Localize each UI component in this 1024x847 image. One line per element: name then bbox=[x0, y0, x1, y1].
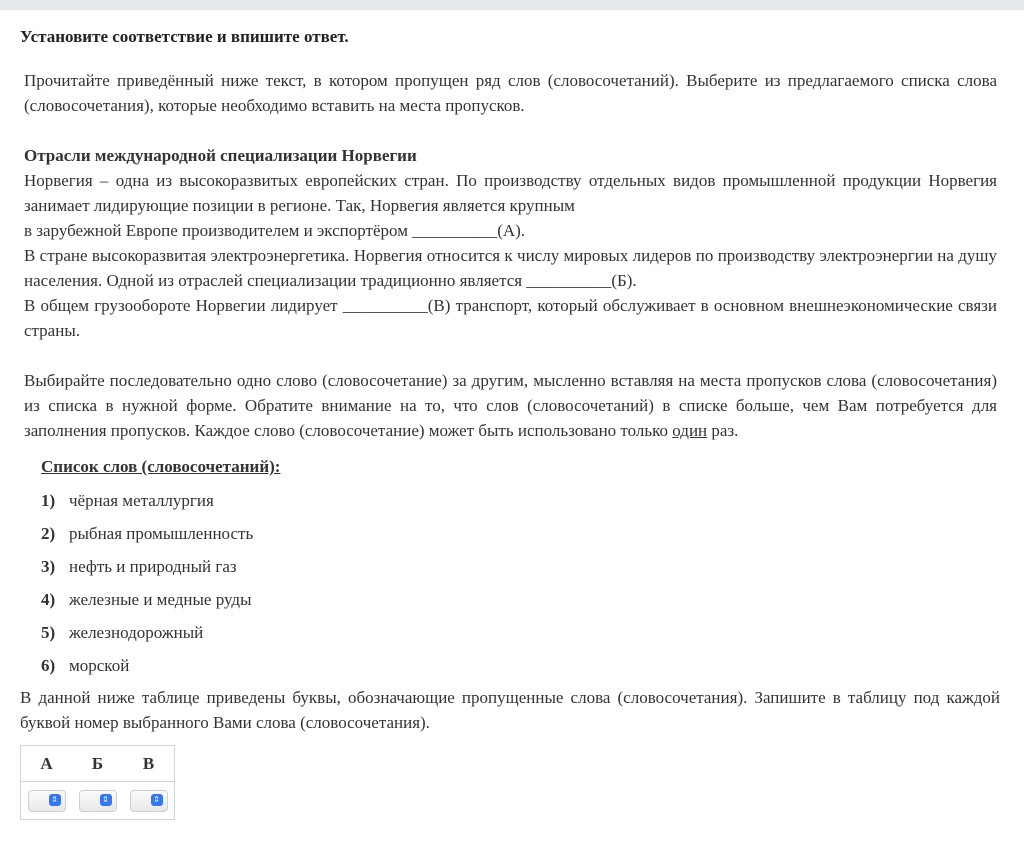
list-item bbox=[41, 545, 280, 578]
table-instructions: В данной ниже таблице приведены буквы, обозначающие пропущенные слова (словосочетания). Запишите в таблицу под каждой буквой номер выбранного Вами слова (словосочетания). bbox=[20, 688, 1000, 732]
list-item-text: железнодорожный bbox=[69, 623, 204, 642]
blank-b: __________(Б). bbox=[526, 271, 637, 290]
answer-cell-v bbox=[123, 782, 175, 820]
instructions-part: Выбирайте последовательно одно слово (словосочетание) за другим, мысленно вставляя на места пропусков слова (словосочетания) из списка в нужной форме. Обратите внимание на то, что слов (словосочетаний) в списке больше, чем Вам потребуется для заполнения пропусков. Каждое слово (словосочетание) может быть использовано только bbox=[24, 371, 997, 440]
passage-paragraph-4 bbox=[24, 293, 997, 343]
answer-cell-a bbox=[21, 782, 73, 820]
column-header-b: Б bbox=[72, 746, 123, 782]
answer-select-v[interactable] bbox=[130, 790, 168, 812]
top-bar bbox=[0, 0, 1024, 10]
answer-select-b[interactable] bbox=[79, 790, 117, 812]
task-content bbox=[24, 68, 997, 443]
list-item-text: морской bbox=[69, 656, 130, 675]
column-header-a: А bbox=[21, 746, 73, 782]
list-item-text: рыбная промышленность bbox=[69, 524, 254, 543]
word-list-title: Список слов (словосочетаний): bbox=[41, 457, 281, 476]
list-item-text: чёрная металлургия bbox=[69, 491, 214, 510]
passage-paragraph-1: Норвегия – одна из высокоразвитых европейских стран. По производству отдельных видов промышленной продукции Норвегия занимает лидирующие позиции в регионе. Так, Норвегия является крупным bbox=[24, 171, 997, 215]
word-list bbox=[41, 455, 280, 677]
passage-text: В общем грузообороте Норвегии лидирует bbox=[24, 296, 343, 315]
list-item-number: 3) bbox=[41, 557, 56, 576]
column-header-v: В bbox=[123, 746, 175, 782]
list-item-number: 2) bbox=[41, 524, 56, 543]
list-item-text: нефть и природный газ bbox=[69, 557, 237, 576]
passage-text: транспорт, который обслуживает в основном внешнеэкономические связи страны. bbox=[24, 296, 997, 340]
blank-a: __________(А). bbox=[412, 221, 526, 240]
answer-cell-b bbox=[72, 782, 123, 820]
blank-c: __________(В) bbox=[342, 296, 451, 315]
intro-text: Прочитайте приведённый ниже текст, в котором пропущен ряд слов (словосочетаний). Выберите из предлагаемого списка слова (словосочетания), которые необходимо вставить на места пропусков. bbox=[24, 71, 997, 115]
task-header: Установите соответствие и впишите ответ. bbox=[20, 27, 349, 46]
answer-select-a[interactable] bbox=[28, 790, 66, 812]
passage-title: Отрасли международной специализации Норвегии bbox=[24, 146, 417, 165]
instructions-text bbox=[24, 368, 997, 443]
list-item bbox=[41, 578, 280, 611]
passage-text: В стране высокоразвитая электроэнергетика. Норвегия относится к числу мировых лидеров по производству электроэнергии на душу населения. Одной из отраслей специализации традиционно является bbox=[24, 246, 997, 290]
list-item-text: железные и медные руды bbox=[69, 590, 252, 609]
list-item bbox=[41, 479, 280, 512]
list-item bbox=[41, 512, 280, 545]
list-item-number: 1) bbox=[41, 491, 56, 510]
updown-chevron-icon: ⇕ bbox=[49, 794, 61, 806]
list-item-number: 4) bbox=[41, 590, 56, 609]
list-item bbox=[41, 644, 280, 677]
updown-chevron-icon: ⇕ bbox=[100, 794, 112, 806]
passage-paragraph-2 bbox=[24, 218, 997, 243]
answer-table bbox=[20, 745, 175, 820]
instructions-part: раз. bbox=[707, 421, 739, 440]
updown-chevron-icon: ⇕ bbox=[151, 794, 163, 806]
passage-text: в зарубежной Европе производителем и экспортёром bbox=[24, 221, 413, 240]
passage-paragraph-3 bbox=[24, 243, 997, 293]
list-item bbox=[41, 611, 280, 644]
list-item-number: 6) bbox=[41, 656, 56, 675]
list-item-number: 5) bbox=[41, 623, 56, 642]
underlined-word: один bbox=[672, 421, 708, 440]
